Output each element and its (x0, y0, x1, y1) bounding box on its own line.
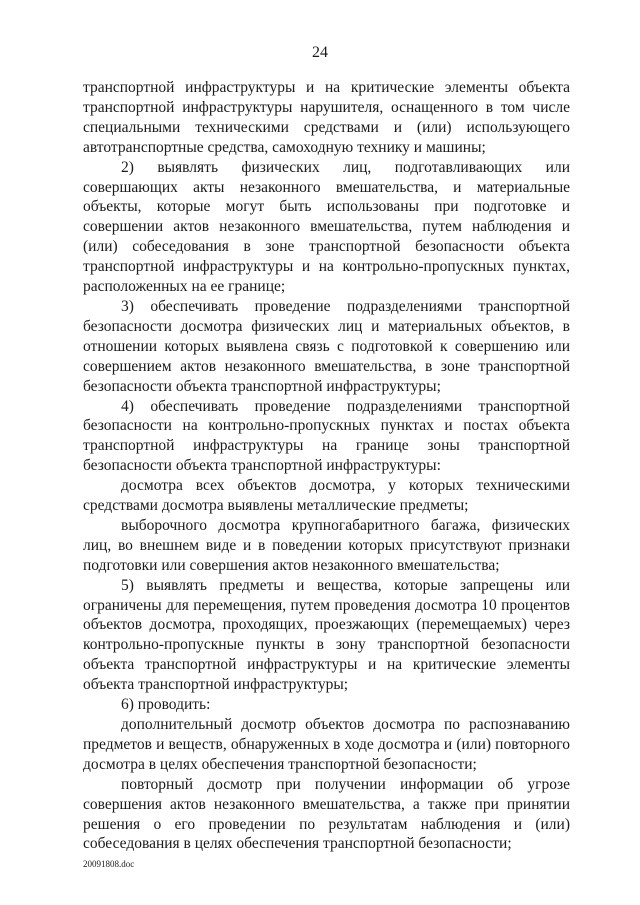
paragraph-subitem-selective-screening: выборочного досмотра крупногабаритного багажа, физических лиц, во внешнем виде и в поведении которых присутствуют признаки подготовки или совершения актов незаконного вмешательства; (83, 516, 570, 574)
paragraph-item-5: 5) выявлять предметы и вещества, которые запрещены или ограничены для перемещения, путем проведения досмотра 10 процентов объектов досмотра, проходящих, проезжающих (перемещаемых) через контрольно-пропускные пункты в зону транспортной безопасности объекта транспортной инфраструктуры и на критические элементы объекта транспортной инфраструктуры; (83, 576, 570, 694)
paragraph-continuation: транспортной инфраструктуры и на критические элементы объекта транспортной инфраструктуры нарушителя, оснащенного в том числе специальными техническими средствами и (или) использующего автотранспортные средства, самоходную технику и машины; (83, 79, 570, 156)
paragraph-subitem-metal-screening: досмотра всех объектов досмотра, у которых техническими средствами досмотра выявлены металлические предметы; (83, 477, 570, 515)
paragraph-item-4: 4) обеспечивать проведение подразделениями транспортной безопасности на контрольно-пропускных пунктах и постах объекта транспортной инфраструктуры на границе зоны транспортной безопасности объекта транспортной инфраструктуры: (83, 397, 570, 475)
paragraph-item-6: 6) проводить: (121, 696, 211, 714)
paragraph-item-3: 3) обеспечивать проведение подразделениями транспортной безопасности досмотра физических лиц и материальных объектов, в отношении которых выявлена связь с подготовкой к совершению или совершением актов незаконного вмешательства, в зоне транспортной безопасности объекта транспортной инфраструктуры; (83, 297, 570, 395)
paragraph-subitem-additional-screening: дополнительный досмотр объектов досмотра по распознаванию предметов и веществ, обнаруженных в ходе досмотра и (или) повторного досмотра в целях обеспечения транспортной безопасности; (83, 716, 570, 773)
paragraph-subitem-repeat-screening: повторный досмотр при получении информации об угрозе совершения актов незаконного вмешательства, а также при принятии решения о его проведении по результатам наблюдения и (или) собеседования в целях обеспечения транспортной безопасности; (83, 775, 570, 853)
document-body (83, 78, 570, 854)
page-number: 24 (312, 44, 328, 61)
file-name-footer: 20091808.doc (83, 859, 135, 869)
paragraph-item-2: 2) выявлять физических лиц, подготавливающих или совершающих акты незаконного вмешательства, и материальные объекты, которые могут быть использованы при подготовке и совершении актов незаконного вмешательства, путем наблюдения и (или) собеседования в зоне транспортной безопасности объекта транспортной инфраструктуры и на контрольно-пропускных пунктах, расположенных на ее границе; (83, 158, 570, 296)
